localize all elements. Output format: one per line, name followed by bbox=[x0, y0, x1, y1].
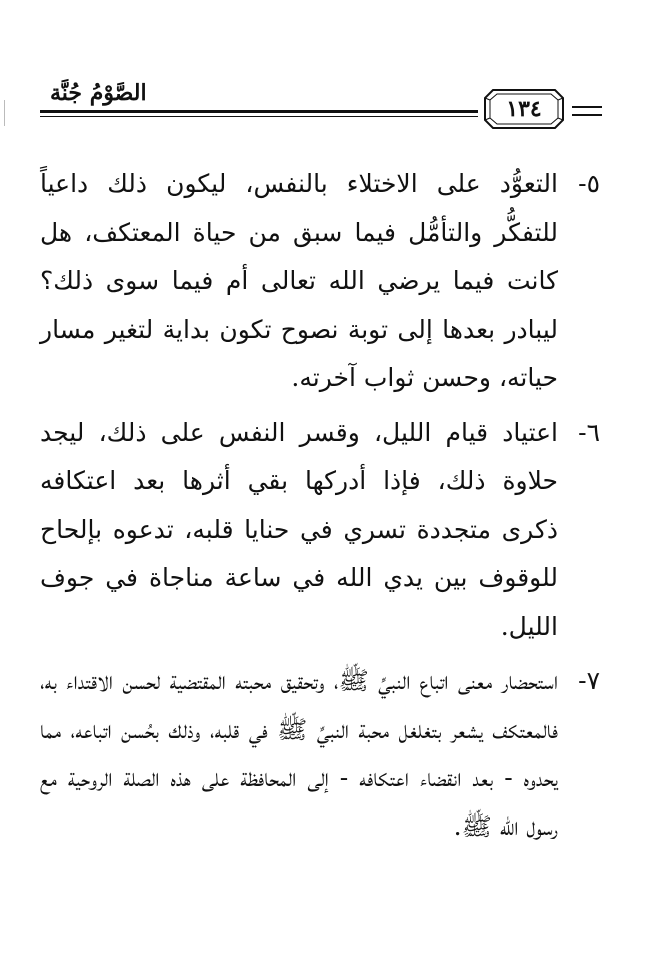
page-body bbox=[40, 160, 600, 857]
header-rule-right-top bbox=[572, 106, 602, 108]
list-item bbox=[40, 160, 600, 403]
page-number-frame bbox=[483, 88, 565, 130]
item-text: اعتياد قيام الليل، وقسر النفس على ذلك، ليجد حلاوة ذلك، فإذا أدركها بقي أثرها بعد اعتكافه ذكرى متجددة تسري في حنايا قلبه، تدعوه بإلحاح للوقوف بين يدي الله في ساعة مناجاة في جوف الليل. bbox=[40, 417, 558, 641]
header-rule-thick bbox=[40, 110, 478, 113]
page-number: ١٣٤ bbox=[506, 96, 542, 122]
list-item bbox=[40, 657, 600, 851]
page-header bbox=[40, 78, 600, 128]
header-rule-thin bbox=[40, 116, 478, 117]
list-item bbox=[40, 409, 600, 652]
margin-mark bbox=[4, 100, 5, 126]
book-title: الصَّوْمُ جُنَّة bbox=[50, 80, 147, 106]
item-number: ٦- bbox=[578, 417, 600, 447]
item-number: ٥- bbox=[578, 169, 600, 198]
header-rule-right-bottom bbox=[572, 114, 602, 116]
item-text: التعوُّد على الاختلاء بالنفس، ليكون ذلك داعياً للتفكُّر والتأمُّل فيما سبق من حياة المعتكف، هل كانت فيما يرضي الله تعالى أم فيما سوى ذلك؟ ليبادر بعدها إلى توبة نصوح تكون بداية لتغير مسار حياته، وحسن ثواب آخرته. bbox=[40, 169, 558, 392]
item-text: استحضار معنى اتباع النبيِّ ﷺ، وتحقيق محبته المقتضية لحسن الاقتداء به، فالمعتكف يشعر بتغلغل محبة النبيِّ ﷺ في قلبه، وذلك بحُسن اتباعه، مما يحدوه - بعد انقضاء اعتكافه - إلى المحافظة على هذه الصلة الروحية مع رسول الله ﷺ. bbox=[40, 666, 558, 841]
item-number: ٧- bbox=[578, 666, 600, 695]
